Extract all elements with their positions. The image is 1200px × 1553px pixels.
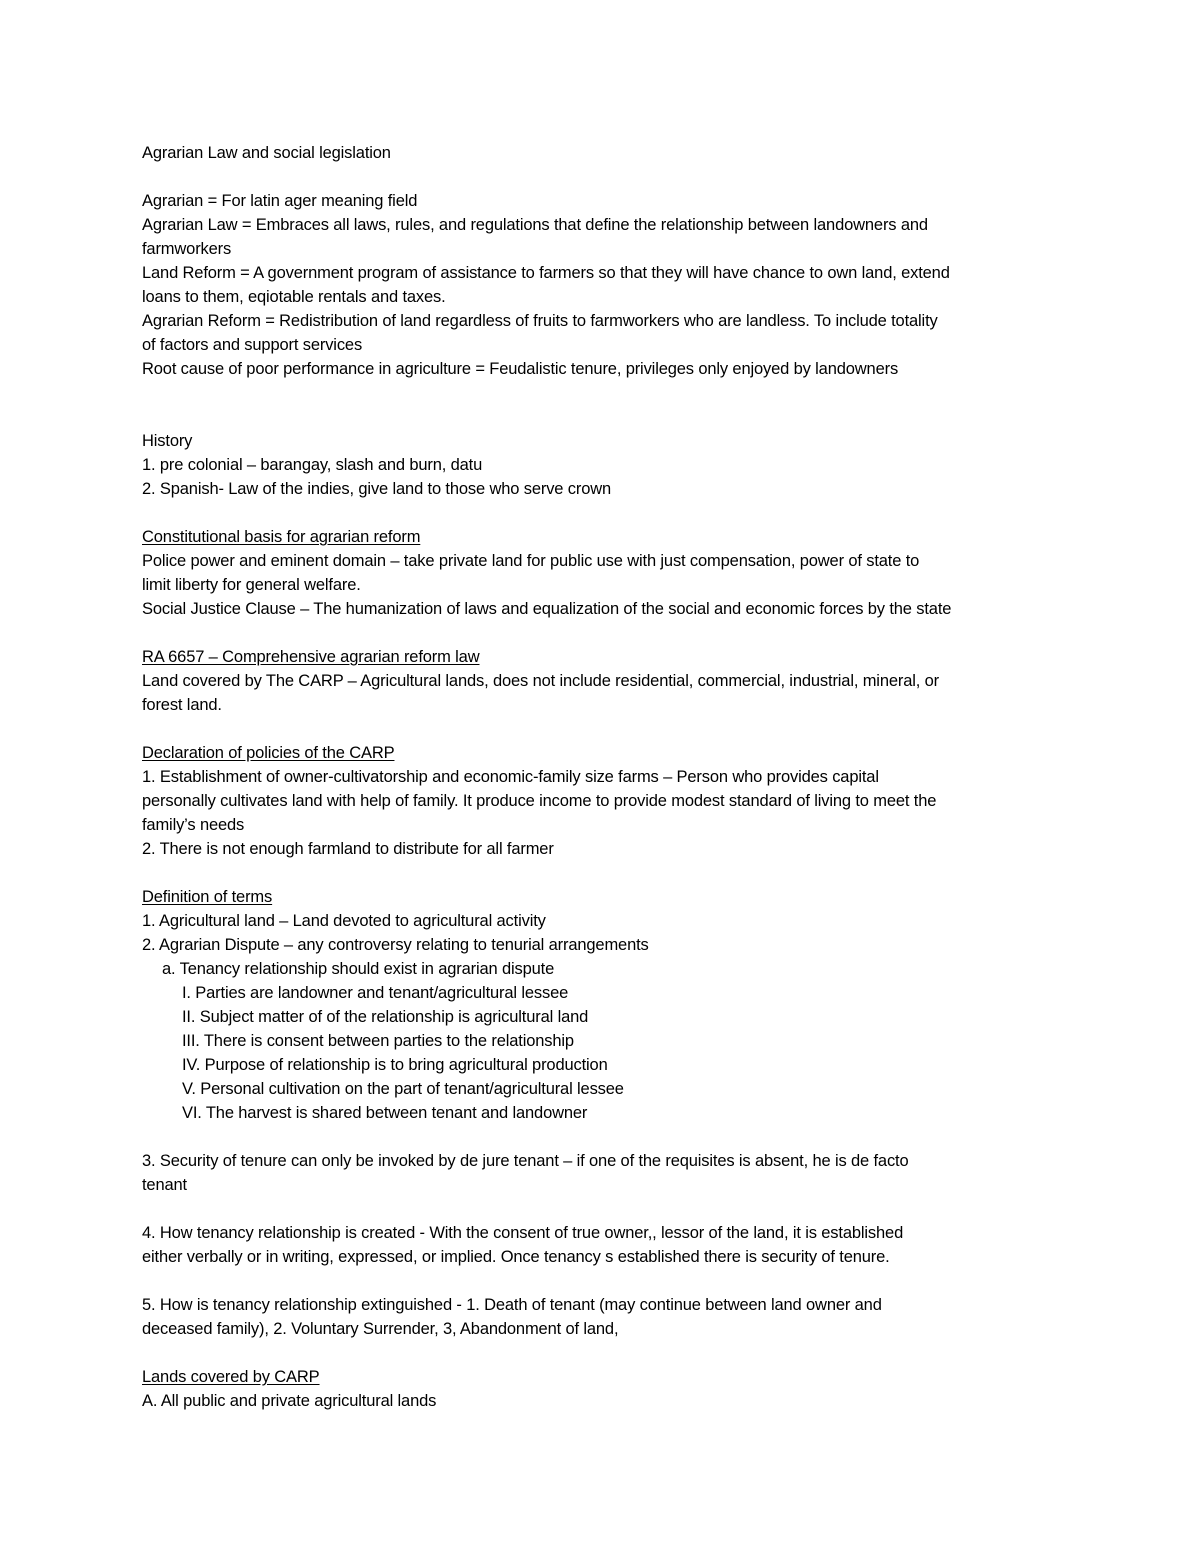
- definition-line: Agrarian = For latin ager meaning field: [142, 192, 418, 210]
- terms-item-3: 3. Security of tenure can only be invoked by de jure tenant – if one of the requisites is absent, he is de facto: [142, 1152, 909, 1170]
- history-section: [142, 429, 1062, 501]
- constitutional-heading: Constitutional basis for agrarian reform: [142, 528, 421, 546]
- document-body: [142, 141, 1062, 1413]
- history-heading: History: [142, 432, 193, 450]
- definition-line: Root cause of poor performance in agriculture = Feudalistic tenure, privileges only enjoyed by landowners: [142, 360, 899, 378]
- requisite-item: II. Subject matter of of the relationship is agricultural land: [182, 1008, 589, 1026]
- policies-line: 2. There is not enough farmland to distribute for all farmer: [142, 840, 554, 858]
- policies-line: personally cultivates land with help of family. It produce income to provide modest standard of living to meet the: [142, 792, 937, 810]
- terms-heading: Definition of terms: [142, 888, 273, 906]
- history-line: 1. pre colonial – barangay, slash and burn, datu: [142, 456, 483, 474]
- spacer: [142, 1125, 1062, 1149]
- definition-line: Land Reform = A government program of assistance to farmers so that they will have chance to own land, extend: [142, 264, 950, 282]
- requisite-item: III. There is consent between parties to the relationship: [182, 1032, 574, 1050]
- terms-line: 1. Agricultural land – Land devoted to agricultural activity: [142, 912, 546, 930]
- ra6657-heading: RA 6657 – Comprehensive agrarian reform law: [142, 648, 480, 666]
- spacer: [142, 621, 1062, 645]
- spacer: [142, 1197, 1062, 1221]
- terms-item-4: either verbally or in writing, expressed, or implied. Once tenancy s established there is security of tenure.: [142, 1248, 890, 1266]
- policies-section: [142, 741, 1062, 861]
- terms-item-5: 5. How is tenancy relationship extinguished - 1. Death of tenant (may continue between land owner and: [142, 1296, 882, 1314]
- constitutional-section: [142, 525, 1062, 621]
- constitutional-line: Police power and eminent domain – take private land for public use with just compensation, power of state to: [142, 552, 920, 570]
- ra6657-line: forest land.: [142, 696, 222, 714]
- spacer: [142, 1341, 1062, 1365]
- spacer: [142, 381, 1062, 405]
- requisite-item: VI. The harvest is shared between tenant and landowner: [182, 1104, 588, 1122]
- constitutional-line: limit liberty for general welfare.: [142, 576, 361, 594]
- spacer: [142, 861, 1062, 885]
- terms-section: [142, 885, 1062, 1341]
- requisite-item: IV. Purpose of relationship is to bring agricultural production: [182, 1056, 608, 1074]
- lands-covered-section: [142, 1365, 1062, 1413]
- definition-line: Agrarian Reform = Redistribution of land regardless of fruits to farmworkers who are landless. To include totality: [142, 312, 938, 330]
- definition-line: of factors and support services: [142, 336, 363, 354]
- definitions-section: [142, 189, 1062, 381]
- constitutional-line: Social Justice Clause – The humanization of laws and equalization of the social and economic forces by the state: [142, 600, 952, 618]
- definition-line: Agrarian Law = Embraces all laws, rules, and regulations that define the relationship between landowners and: [142, 216, 928, 234]
- history-line: 2. Spanish- Law of the indies, give land to those who serve crown: [142, 480, 612, 498]
- lands-covered-heading: Lands covered by CARP: [142, 1368, 320, 1386]
- definition-line: loans to them, eqiotable rentals and taxes.: [142, 288, 446, 306]
- policies-line: family’s needs: [142, 816, 245, 834]
- policies-heading: Declaration of policies of the CARP: [142, 744, 395, 762]
- terms-item-5: deceased family), 2. Voluntary Surrender, 3, Abandonment of land,: [142, 1320, 619, 1338]
- spacer: [142, 717, 1062, 741]
- terms-item-4: 4. How tenancy relationship is created - With the consent of true owner,, lessor of the land, it is established: [142, 1224, 904, 1242]
- page-title: Agrarian Law and social legislation: [142, 144, 391, 162]
- policies-line: 1. Establishment of owner-cultivatorship and economic-family size farms – Person who provides capital: [142, 768, 879, 786]
- definition-line: farmworkers: [142, 240, 232, 258]
- ra6657-section: [142, 645, 1062, 717]
- spacer: [142, 501, 1062, 525]
- terms-line: 2. Agrarian Dispute – any controversy relating to tenurial arrangements: [142, 936, 649, 954]
- spacer: [142, 1269, 1062, 1293]
- spacer: [142, 165, 1062, 189]
- ra6657-line: Land covered by The CARP – Agricultural lands, does not include residential, commercial, industrial, mineral, or: [142, 672, 940, 690]
- lands-covered-line: A. All public and private agricultural lands: [142, 1392, 437, 1410]
- requisite-item: I. Parties are landowner and tenant/agricultural lessee: [182, 984, 569, 1002]
- requisite-item: V. Personal cultivation on the part of tenant/agricultural lessee: [182, 1080, 624, 1098]
- spacer: [142, 405, 1062, 429]
- terms-item-3: tenant: [142, 1176, 187, 1194]
- terms-sub-item: a. Tenancy relationship should exist in agrarian dispute: [162, 960, 555, 978]
